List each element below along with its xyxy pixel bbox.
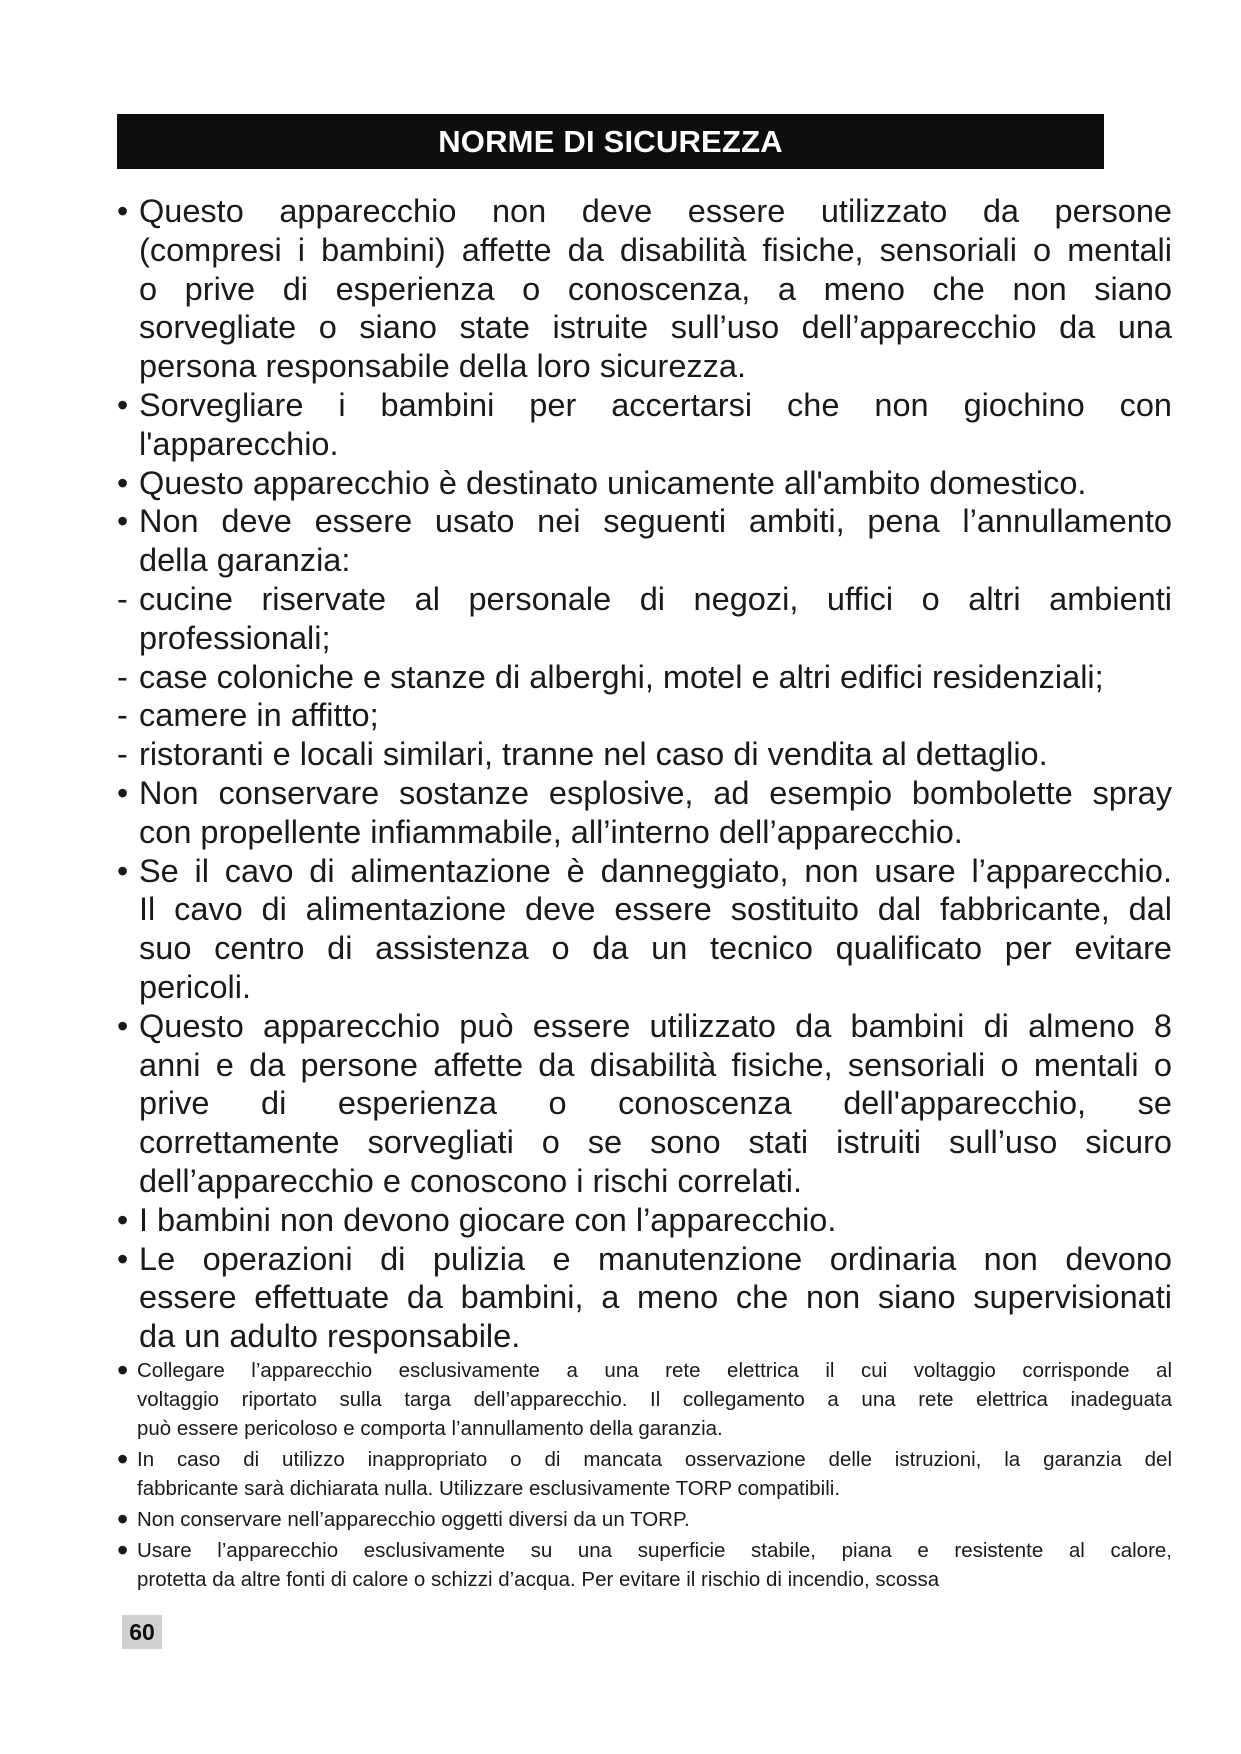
bullet-marker: • [117,1351,129,1388]
text-line: l'apparecchio. [139,425,339,462]
text-line: Questo apparecchio può essere utilizzato da bambini di almeno 8 [139,1007,1172,1044]
text-line: pericoli. [139,968,251,1005]
small-print-list [117,1351,1172,1594]
text-line: correttamente sorvegliati o se sono stati istruiti sull’uso sicuro [139,1124,1172,1161]
list-item [117,658,1172,697]
text-line: Non conservare nell’apparecchio oggetti diversi da un TORP. [137,1507,690,1531]
list-item [117,386,1172,464]
bullet-marker: • [117,503,129,540]
list-item-text [137,1536,1172,1594]
dash-marker: - [117,697,128,734]
list-item [117,774,1172,852]
text-line: case coloniche e stanze di alberghi, motel e altri edifici residenziali; [139,658,1104,695]
list-item-text [139,580,1172,658]
list-item-text [139,852,1172,1007]
bullet-marker: • [117,193,129,229]
text-line: ristoranti e locali similari, tranne nel caso di vendita al dettaglio. [139,736,1048,773]
section-title: NORME DI SICUREZZA [438,123,783,159]
text-line: protetta da altre fonti di calore o schizzi d’acqua. Per evitare il rischio di incendio, scossa [137,1567,940,1591]
list-item-text [139,1007,1172,1201]
list-item [117,735,1172,774]
list-item [117,502,1172,580]
text-line: o prive di esperienza o conoscenza, a meno che non siano [139,270,1172,307]
list-item-text [139,1201,1172,1240]
text-line: cucine riservate al personale di negozi, uffici o altri ambienti [139,580,1172,617]
list-item-text [139,1240,1172,1356]
bullet-marker: • [117,1201,129,1238]
bullet-marker: • [117,1007,129,1044]
text-line: essere effettuate da bambini, a meno che non siano supervisionati [139,1279,1172,1316]
text-line: sorvegliate o siano state istruite sull’uso dell’apparecchio da una [139,309,1172,346]
text-line: anni e da persone affette da disabilità fisiche, sensoriali o mentali o [139,1046,1172,1083]
bullet-marker: • [117,386,129,423]
text-line: Sorvegliare i bambini per accertarsi che non giochino con [139,386,1172,423]
dash-marker: - [117,580,128,617]
bullet-marker: • [117,1531,129,1568]
dash-marker: - [117,658,128,695]
text-line: può essere pericoloso e comporta l’annullamento della garanzia. [137,1416,723,1440]
bullet-marker: • [117,852,129,889]
list-item-text [137,1356,1172,1443]
list-item-text [139,696,1172,735]
text-line: Le operazioni di pulizia e manutenzione ordinaria non devono [139,1240,1172,1277]
list-item-text [139,464,1172,503]
small-list-item [117,1500,1172,1537]
small-list-item [117,1440,1172,1503]
text-line: Usare l’apparecchio esclusivamente su una superficie stabile, piana e resistente al calore, [137,1538,1172,1562]
text-line: Non conservare sostanze esplosive, ad esempio bombolette spray [139,774,1172,811]
list-item-text [139,192,1172,386]
text-line: Collegare l’apparecchio esclusivamente a una rete elettrica il cui voltaggio corrisponde al [137,1358,1172,1382]
text-line: professionali; [139,619,331,656]
list-item [117,696,1172,735]
bullet-marker: • [117,1440,129,1477]
text-line: Se il cavo di alimentazione è danneggiato, non usare l’apparecchio. [139,852,1172,889]
dash-marker: - [117,736,128,773]
text-line: I bambini non devono giocare con l’apparecchio. [139,1201,837,1238]
list-item-text [139,774,1172,852]
text-line: In caso di utilizzo inappropriato o di mancata osservazione delle istruzioni, la garanzia del [137,1447,1172,1471]
list-item-text [139,386,1172,464]
bullet-marker: • [117,1240,129,1277]
text-line: camere in affitto; [139,697,379,734]
text-line: Questo apparecchio non deve essere utilizzato da persone [139,193,1172,229]
list-item-text [139,735,1172,774]
section-title-bar [117,114,1104,169]
text-line: da un adulto responsabile. [139,1318,521,1355]
list-item [117,192,1172,386]
list-item [117,464,1172,503]
list-item-text [137,1445,1172,1503]
text-line: persona responsabile della loro sicurezza. [139,348,747,385]
small-list-item [117,1351,1172,1443]
list-item-text [139,658,1172,697]
text-line: prive di esperienza o conoscenza dell'apparecchio, se [139,1085,1172,1122]
text-line: suo centro di assistenza o da un tecnico qualificato per evitare [139,930,1172,967]
text-line: Non deve essere usato nei seguenti ambiti, pena l’annullamento [139,503,1172,540]
text-line: dell’apparecchio e conoscono i rischi correlati. [139,1162,802,1199]
text-line: fabbricante sarà dichiarata nulla. Utilizzare esclusivamente TORP compatibili. [137,1476,841,1500]
text-line: della garanzia: [139,542,351,579]
safety-content [117,192,1172,1596]
bullet-marker: • [117,1500,129,1537]
list-item [117,852,1172,1007]
list-item-text [139,502,1172,580]
text-line: voltaggio riportato sulla targa dell’apparecchio. Il collegamento a una rete elettrica inadeguata [137,1387,1172,1411]
text-line: Questo apparecchio è destinato unicamente all'ambito domestico. [139,464,1087,501]
safety-list [117,192,1172,1356]
text-line: Il cavo di alimentazione deve essere sostituito dal fabbricante, dal [139,891,1172,928]
bullet-marker: • [117,464,129,501]
small-list-item [117,1531,1172,1594]
list-item [117,1201,1172,1240]
bullet-marker: • [117,774,129,811]
text-line: (compresi i bambini) affette da disabilità fisiche, sensoriali o mentali [139,231,1172,268]
list-item-text [137,1505,1172,1534]
list-item [117,1007,1172,1201]
list-item [117,580,1172,658]
text-line: con propellente infiammabile, all’interno dell’apparecchio. [139,813,963,850]
list-item [117,1240,1172,1356]
page-number: 60 [122,1615,162,1649]
